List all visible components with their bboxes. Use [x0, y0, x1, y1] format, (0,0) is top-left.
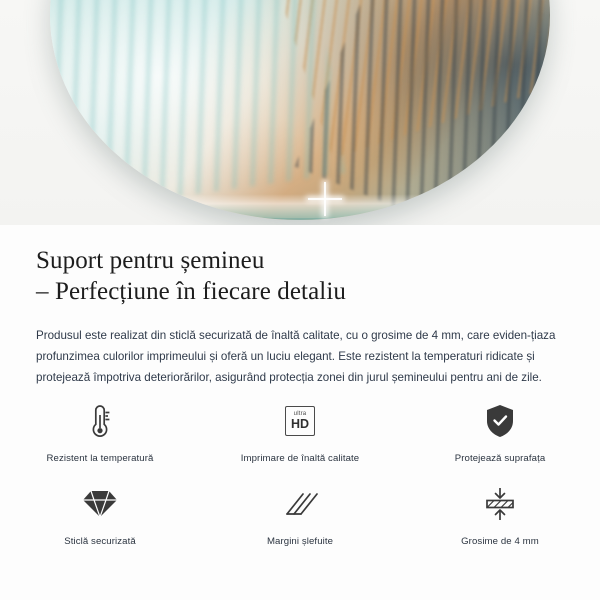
- diamond-icon: [77, 481, 123, 527]
- feature-list: [0, 398, 600, 548]
- feature-item-polished-edges: [200, 481, 400, 548]
- marble-vein-teal: [50, 0, 345, 216]
- feature-item-tempered-glass: [0, 481, 200, 548]
- thermometer-icon: [77, 398, 123, 444]
- feature-label: Margini șlefuite: [266, 536, 334, 547]
- feature-label: Rezistent la temperatură: [46, 453, 154, 464]
- feature-label: Grosime de 4 mm: [461, 536, 539, 547]
- text-content: [0, 225, 600, 400]
- hero-image: [0, 0, 600, 225]
- shield-check-icon: [477, 398, 523, 444]
- body-paragraph: Produsul este realizat din sticlă securizată de înaltă calitate, cu o grosime de 4 mm, care eviden-țiaza profunzimea culorilor imprimeului și oferă un luciu elegant. Este rezistent la temperaturi ridicate și protejează împotriva deteriorărilor, asigurând protecția zonei din jurul șemineului pentru ani de zile.: [36, 329, 556, 384]
- thickness-icon: [477, 481, 523, 527]
- feature-label: Sticlă securizată: [64, 536, 136, 547]
- glass-plate-image: [50, 0, 550, 220]
- ultra-hd-icon: [277, 398, 323, 444]
- feature-label: Protejează suprafața: [454, 453, 546, 464]
- feature-label: Imprimare de înaltă calitate: [240, 453, 360, 464]
- headline-line-2: – Perfecțiune în fiecare detaliu: [36, 278, 346, 305]
- polished-edges-icon: [277, 481, 323, 527]
- feature-item-print-quality: [200, 398, 400, 465]
- ultra-hd-badge-main: HD: [290, 417, 310, 432]
- ultra-hd-badge-top: ultra: [293, 411, 307, 418]
- feature-item-temperature: [0, 398, 200, 465]
- headline-line-1: Suport pentru șemineu: [36, 247, 265, 274]
- feature-item-surface-protection: [400, 398, 600, 465]
- feature-item-thickness: [400, 481, 600, 548]
- page-title: [36, 245, 564, 307]
